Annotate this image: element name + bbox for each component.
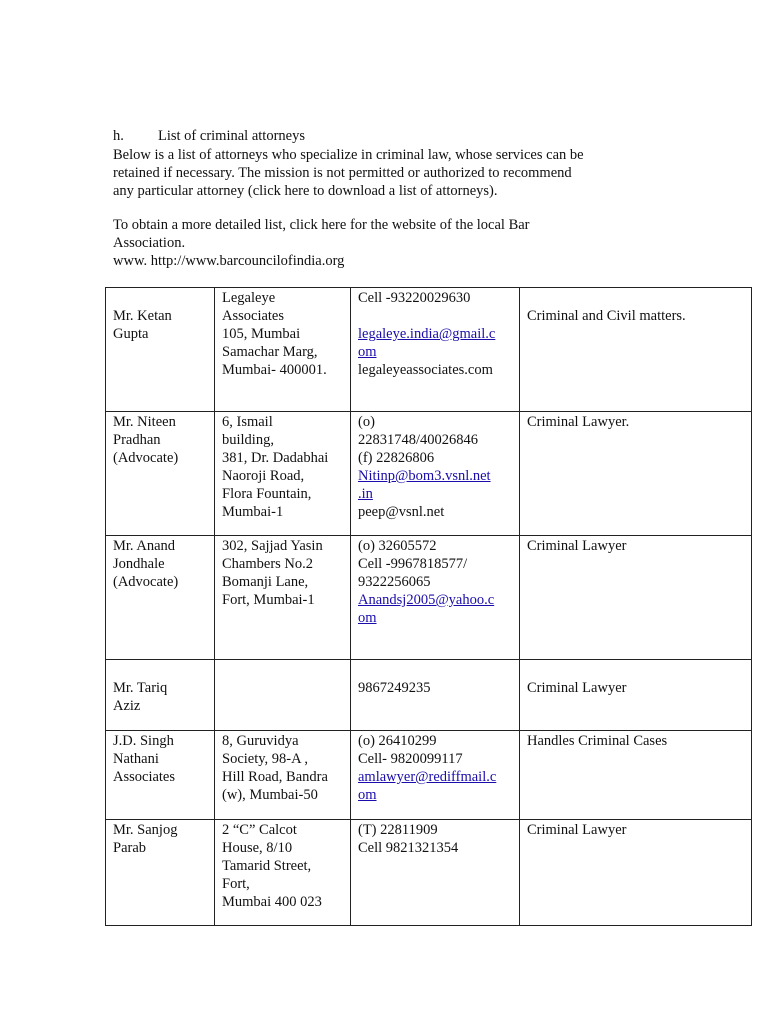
intro-line: any particular attorney (click here to download a list of attorneys). [113, 183, 498, 199]
attorney-row [106, 288, 752, 412]
address-line: Flora Fountain, [222, 486, 312, 502]
attorney-name-cell [106, 731, 215, 820]
contact-line: (T) 22811909 [358, 822, 438, 838]
contact-line: Cell- 9820099117 [358, 751, 463, 767]
attorney-contact-cell [351, 536, 520, 660]
attorney-name-cell [106, 660, 215, 731]
address-line: Bomanji Lane, [222, 574, 309, 590]
attorneys-table [105, 287, 752, 926]
line-spacer [113, 289, 208, 307]
address-line: Mumbai 400 023 [222, 894, 322, 910]
contact-line: (o) 32605572 [358, 538, 437, 554]
specialty-text: Criminal and Civil matters. [527, 308, 686, 324]
attorney-name-cell [106, 412, 215, 536]
specialty-text: Criminal Lawyer. [527, 414, 630, 430]
line-spacer [358, 307, 513, 325]
attorney-name-cell [106, 288, 215, 412]
section-heading [113, 127, 305, 145]
address-line: Society, 98-A , [222, 751, 309, 767]
email-link[interactable]: legaleye.india@gmail.c [358, 326, 496, 342]
attorney-name-line: Nathani [113, 751, 159, 767]
intro-line: Below is a list of attorneys who specialize in criminal law, whose services can be [113, 147, 584, 163]
intro-paragraph [113, 146, 673, 200]
attorney-row [106, 820, 752, 926]
address-line: 105, Mumbai [222, 326, 301, 342]
contact-line: Cell -93220029630 [358, 290, 471, 306]
line-spacer [527, 289, 745, 307]
attorney-contact-cell [351, 412, 520, 536]
attorney-name-line: Gupta [113, 326, 149, 342]
attorneys-table-body [106, 288, 752, 926]
line-spacer [113, 661, 208, 679]
contact-line: (o) 26410299 [358, 733, 437, 749]
address-line: Legaleye [222, 290, 276, 306]
attorney-name-line: Mr. Anand [113, 538, 176, 554]
attorney-specialty-cell [520, 288, 752, 412]
address-line: Tamarid Street, [222, 858, 312, 874]
line-spacer [358, 661, 513, 679]
address-line: Mumbai- 400001. [222, 362, 327, 378]
address-line: Fort, [222, 876, 250, 892]
attorney-name-line: Associates [113, 769, 176, 785]
contact-line: Cell -9967818577/ [358, 556, 468, 572]
email-link[interactable]: .in [358, 486, 373, 502]
attorney-address-cell [215, 731, 351, 820]
attorney-specialty-cell [520, 820, 752, 926]
intro-line: retained if necessary. The mission is not permitted or authorized to recommend [113, 165, 572, 181]
contact-line: (o) [358, 414, 375, 430]
attorney-name-line: Mr. Niteen [113, 414, 176, 430]
email-link[interactable]: om [358, 344, 377, 360]
section-number: h. [113, 128, 124, 144]
contact-line: 22831748/40026846 [358, 432, 479, 448]
contact-line: Cell 9821321354 [358, 840, 459, 856]
contact-line: legaleyeassociates.com [358, 362, 493, 378]
attorney-name-line: Mr. Tariq [113, 680, 168, 696]
detail-line: Association. [113, 235, 186, 251]
attorney-row [106, 536, 752, 660]
attorney-contact-cell [351, 288, 520, 412]
contact-line: peep@vsnl.net [358, 504, 445, 520]
attorney-name-line: Pradhan [113, 432, 161, 448]
attorney-address-cell [215, 820, 351, 926]
specialty-text: Criminal Lawyer [527, 822, 627, 838]
bar-association-paragraph [113, 216, 673, 270]
address-line: Associates [222, 308, 285, 324]
address-line: 381, Dr. Dadabhai [222, 450, 329, 466]
address-line: Mumbai-1 [222, 504, 284, 520]
attorney-name-line: Mr. Sanjog [113, 822, 178, 838]
section-title: List of criminal attorneys [158, 128, 305, 144]
attorney-name-line: Jondhale [113, 556, 165, 572]
attorney-specialty-cell [520, 731, 752, 820]
attorney-address-cell [215, 412, 351, 536]
attorney-contact-cell [351, 731, 520, 820]
specialty-text: Criminal Lawyer [527, 680, 627, 696]
attorney-specialty-cell [520, 412, 752, 536]
address-line: Hill Road, Bandra [222, 769, 328, 785]
attorney-name-cell [106, 536, 215, 660]
attorney-contact-cell [351, 820, 520, 926]
attorney-name-line: (Advocate) [113, 574, 179, 590]
detail-line: To obtain a more detailed list, click here for the website of the local Bar [113, 217, 530, 233]
attorney-name-cell [106, 820, 215, 926]
attorney-row [106, 731, 752, 820]
email-link[interactable]: Anandsj2005@yahoo.c [358, 592, 495, 608]
contact-line: (f) 22826806 [358, 450, 435, 466]
address-line: Chambers No.2 [222, 556, 314, 572]
attorney-contact-cell [351, 660, 520, 731]
attorney-name-line: Parab [113, 840, 147, 856]
attorney-row [106, 412, 752, 536]
attorney-name-line: Aziz [113, 698, 141, 714]
address-line: Fort, Mumbai-1 [222, 592, 315, 608]
email-link[interactable]: om [358, 787, 377, 803]
attorney-name-line: J.D. Singh [113, 733, 174, 749]
address-line: 8, Guruvidya [222, 733, 299, 749]
address-line: (w), Mumbai-50 [222, 787, 318, 803]
attorney-address-cell [215, 288, 351, 412]
attorney-address-cell [215, 536, 351, 660]
contact-line: 9867249235 [358, 680, 431, 696]
attorney-row [106, 660, 752, 731]
address-line: 6, Ismail [222, 414, 273, 430]
email-link[interactable]: om [358, 610, 377, 626]
address-line: Naoroji Road, [222, 468, 305, 484]
address-line: building, [222, 432, 274, 448]
attorney-name-line: Mr. Ketan [113, 308, 172, 324]
email-link[interactable]: Nitinp@bom3.vsnl.net [358, 468, 491, 484]
website-link-text[interactable]: www. http://www.barcouncilofindia.org [113, 253, 345, 269]
attorney-specialty-cell [520, 536, 752, 660]
attorney-address-cell [215, 660, 351, 731]
email-link[interactable]: amlawyer@rediffmail.c [358, 769, 497, 785]
specialty-text: Handles Criminal Cases [527, 733, 668, 749]
attorney-name-line: (Advocate) [113, 450, 179, 466]
address-line: House, 8/10 [222, 840, 293, 856]
specialty-text: Criminal Lawyer [527, 538, 627, 554]
address-line: 302, Sajjad Yasin [222, 538, 323, 554]
address-line: Samachar Marg, [222, 344, 318, 360]
address-line: 2 “C” Calcot [222, 822, 297, 838]
contact-line: 9322256065 [358, 574, 431, 590]
attorney-specialty-cell [520, 660, 752, 731]
line-spacer [527, 661, 745, 679]
